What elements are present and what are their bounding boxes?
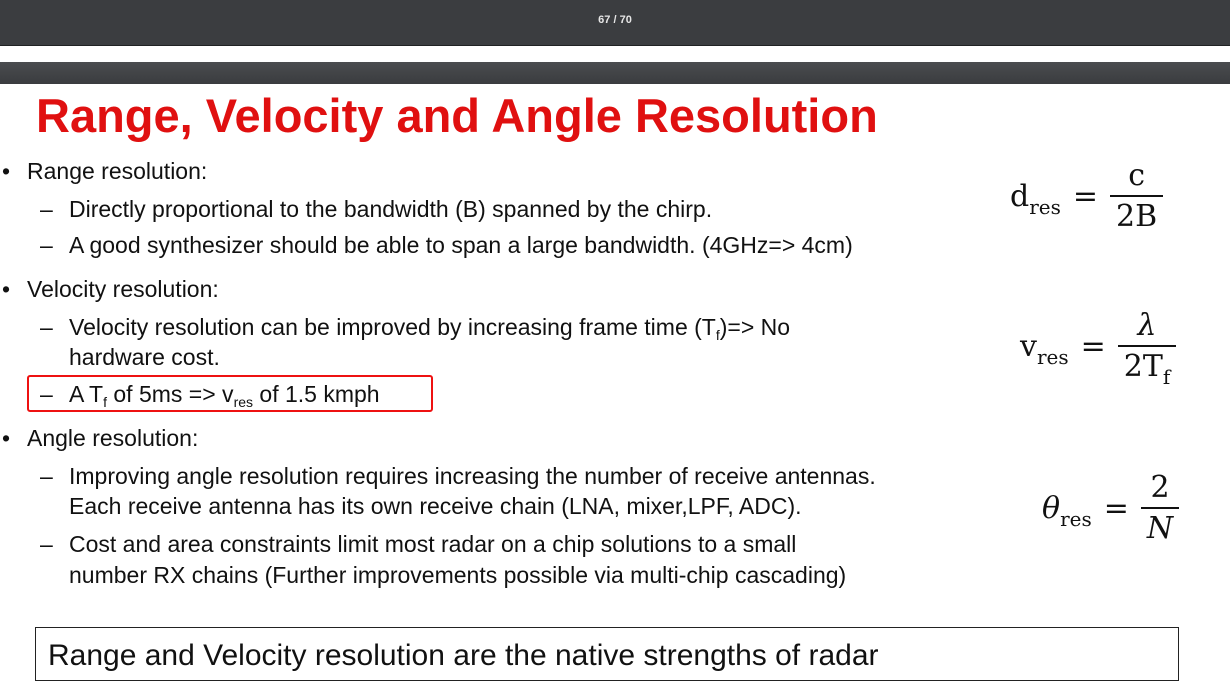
viewer-separator	[0, 46, 1230, 62]
slide-header-band	[0, 62, 1230, 84]
angle-item-1-line-1: Improving angle resolution requires increasing the number of receive antennas.	[69, 463, 876, 489]
range-resolution-formula: $d_{res}$ = $\frac{c}{2B}$	[1010, 158, 1163, 234]
dash-icon: –	[40, 463, 53, 489]
dash-icon: –	[40, 196, 53, 222]
range-heading: Range resolution:	[27, 158, 208, 184]
velocity-item-2: A $T_f$ of $5ms => v_{res}$ of 1.5 kmph	[69, 381, 380, 410]
range-item-1: Directly proportional to the bandwidth (B) spanned by the chirp.	[69, 196, 713, 222]
angle-item-2-line-2: number RX chains (Further improvements possible via multi-chip cascading)	[69, 562, 847, 588]
dash-icon: –	[40, 381, 53, 407]
dash-icon: –	[40, 314, 53, 340]
page-counter: 67 / 70	[598, 14, 632, 26]
velocity-item-1-line-2: hardware cost.	[69, 344, 220, 370]
dash-icon: –	[40, 232, 53, 258]
angle-resolution-formula: $\theta_{res}$ = $\frac{2}{N}$	[1042, 470, 1179, 546]
velocity-resolution-formula: $v_{res}$ = $\frac{\lambda}{2T_f}$	[1020, 308, 1176, 384]
slide-title: Range, Velocity and Angle Resolution	[36, 89, 878, 142]
dash-icon: –	[40, 531, 53, 557]
bullet-icon: •	[2, 276, 11, 302]
angle-item-1-line-2: Each receive antenna has its own receive chain (LNA, mixer,LPF, ADC).	[69, 493, 802, 519]
bullet-icon: •	[2, 158, 11, 184]
footer-text: Range and Velocity resolution are the native strengths of radar	[48, 639, 879, 672]
angle-item-2-line-1: Cost and area constraints limit most radar on a chip solutions to a small	[69, 531, 797, 557]
velocity-heading: Velocity resolution:	[27, 276, 219, 302]
velocity-item-1-line-1: Velocity resolution can be improved by increasing frame time $(T_f)=> No$	[69, 314, 791, 343]
range-item-2: A good synthesizer should be able to span a large bandwidth. (4GHz=> 4cm)	[69, 232, 853, 258]
bullet-icon: •	[2, 425, 11, 451]
angle-heading: Angle resolution:	[27, 425, 199, 451]
viewer-toolbar	[0, 0, 1230, 46]
